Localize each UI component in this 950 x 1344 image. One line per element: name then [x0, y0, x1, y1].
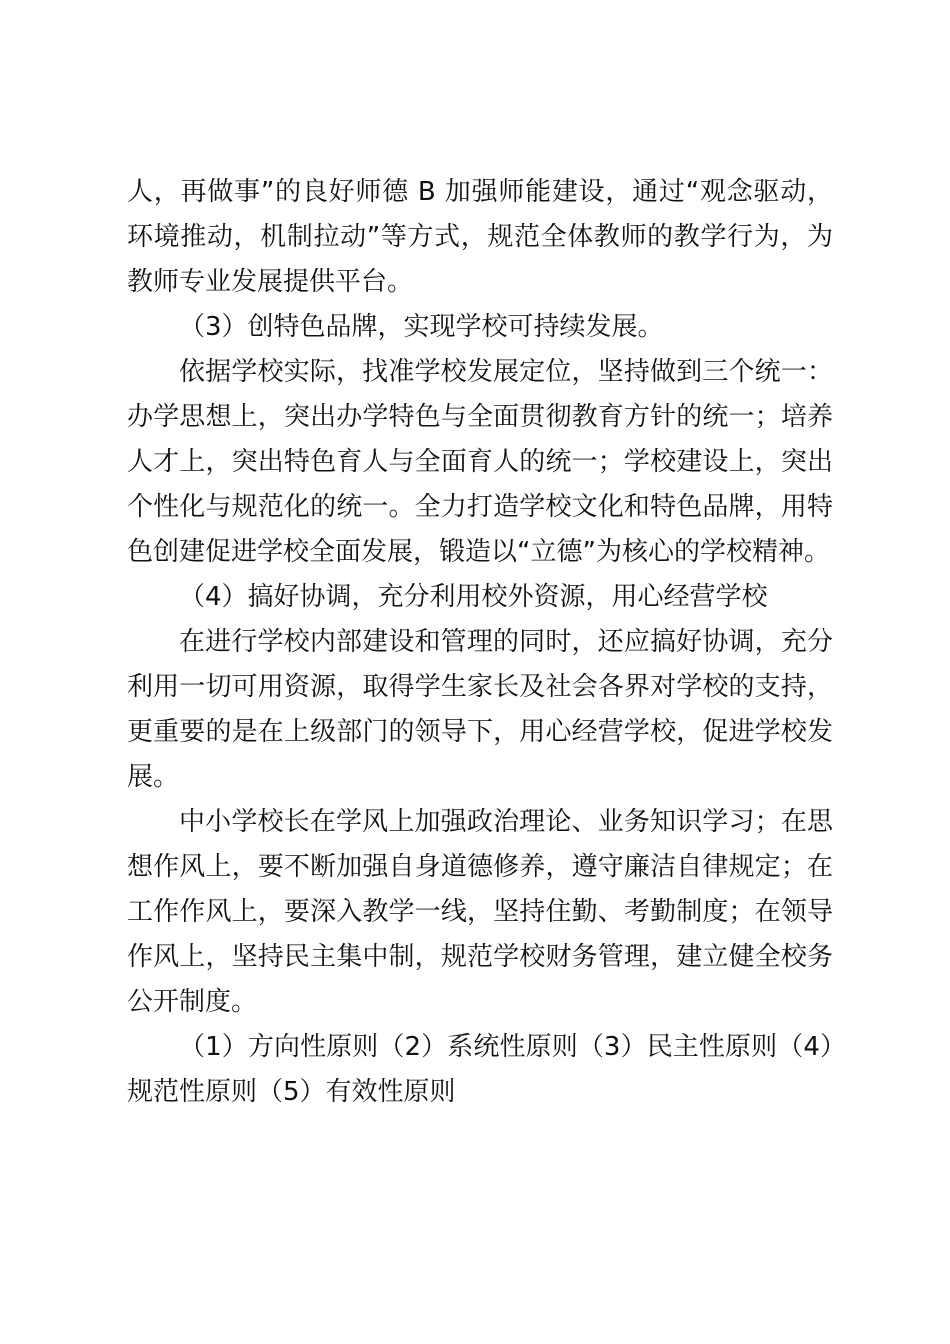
paragraph-5: 在进行学校内部建设和管理的同时，还应搞好协调，充分利用一切可用资源，取得学生家长及社会各界对学校的支持，更重要的是在上级部门的领导下，用心经营学校，促进学校发展。 — [127, 627, 833, 792]
paragraph-3: 依据学校实际，找准学校发展定位，坚持做到三个统一：办学思想上，突出办学特色与全面贯彻教育方针的统一；培养人才上，突出特色育人与全面育人的统一；学校建设上，突出个性化与规范化的统一。全力打造学校文化和特色品牌，用特色创建促进学校全面发展，锻造以“立德”为核心的学校精神。 — [127, 357, 833, 567]
paragraph-7: （1）方向性原则（2）系统性原则（3）民主性原则（4）规范性原则（5）有效性原则 — [127, 1032, 833, 1107]
paragraph-1: 人，再做事”的良好师德 B 加强师能建设，通过“观念驱动，环境推动，机制拉动”等方式，规范全体教师的教学行为，为教师专业发展提供平台。 — [127, 177, 833, 297]
document-body — [127, 170, 833, 1115]
paragraph-4: （4）搞好协调，充分利用校外资源，用心经营学校 — [179, 582, 768, 612]
paragraph-2: （3）创特色品牌，实现学校可持续发展。 — [179, 312, 664, 342]
paragraph-6: 中小学校长在学风上加强政治理论、业务知识学习；在思想作风上，要不断加强自身道德修养，遵守廉洁自律规定；在工作作风上，要深入教学一线，坚持住勤、考勤制度；在领导作风上，坚持民主集中制，规范学校财务管理，建立健全校务公开制度。 — [127, 807, 833, 1017]
